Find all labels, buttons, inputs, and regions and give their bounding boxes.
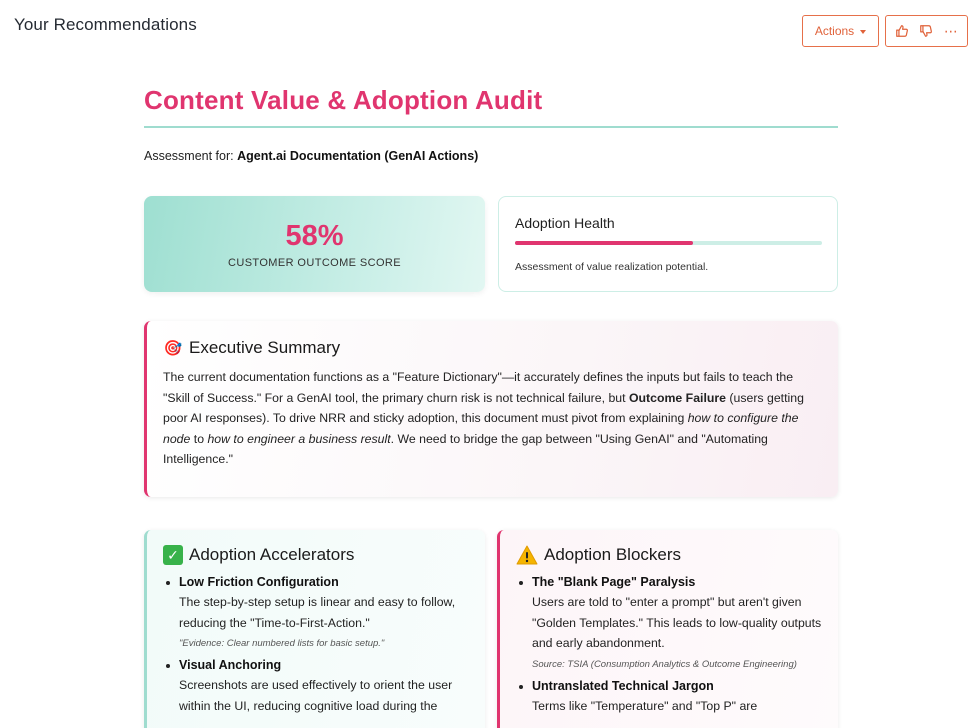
target-icon: 🎯 [163, 339, 183, 357]
adoption-accelerators-card [144, 530, 485, 728]
outcome-score-card [144, 196, 485, 292]
summary-bold-outcome-failure: Outcome Failure [628, 390, 726, 405]
actions-dropdown-button[interactable] [802, 15, 879, 47]
list-item-title: The "Blank Page" Paralysis [532, 575, 696, 589]
outcome-score-label: CUSTOMER OUTCOME SCORE [228, 257, 401, 269]
report-title: Content Value & Adoption Audit [144, 85, 543, 115]
outcome-score-value: 58% [285, 220, 344, 252]
title-divider [144, 126, 838, 128]
list-item-title: Visual Anchoring [179, 658, 282, 672]
blockers-list [516, 574, 824, 716]
thumbs-down-icon[interactable] [915, 20, 937, 42]
list-item-body: Screenshots are used effectively to orient the user within the UI, reducing cognitive load during the [179, 678, 453, 713]
check-mark-icon: ✓ [163, 545, 183, 565]
list-item-title: Low Friction Configuration [179, 575, 339, 589]
blockers-heading: Adoption Blockers [544, 545, 682, 564]
executive-summary-card [144, 321, 838, 497]
caret-down-icon [860, 30, 866, 34]
top-bar [0, 0, 979, 56]
feedback-button-group [885, 15, 968, 47]
list-item [163, 657, 471, 716]
summary-text-part: . We need to bridge the gap between "Using GenAI" and "Automating Intelligence." [163, 431, 768, 466]
list-item [163, 574, 471, 650]
list-item [516, 574, 824, 671]
accelerators-header [163, 545, 471, 565]
executive-summary-text [163, 367, 822, 470]
more-icon[interactable]: ⋯ [943, 23, 958, 39]
list-item-evidence: Source: TSIA (Consumption Analytics & Outcome Engineering) [532, 658, 797, 670]
summary-italic-engineer: how to engineer a business result [207, 431, 391, 446]
adoption-blockers-card [497, 530, 838, 728]
actions-button-label: Actions [814, 24, 855, 38]
list-item-body: Terms like "Temperature" and "Top P" are [532, 698, 758, 713]
accelerators-blockers-row [144, 530, 838, 728]
accelerators-heading: Adoption Accelerators [189, 545, 355, 564]
summary-text-part: (users getting poor AI responses). To drive NRR and sticky adoption, this document must pivot from explaining [163, 390, 804, 425]
adoption-health-description: Assessment of value realization potential. [515, 261, 709, 273]
blockers-header [516, 545, 824, 565]
adoption-health-title: Adoption Health [515, 215, 615, 231]
assessment-prefix: Assessment for: [144, 149, 238, 163]
list-item-body: Users are told to "enter a prompt" but aren't given "Golden Templates." This leads to low-quality outputs and early abandonment. [532, 595, 822, 650]
assessment-line [144, 149, 838, 163]
summary-text-part: to [190, 431, 208, 446]
accelerators-list [163, 574, 471, 716]
warning-icon [516, 545, 538, 565]
executive-summary-header [163, 338, 822, 358]
summary-text-part: The current documentation functions as a "Feature Dictionary"—it accurately defines the inputs but fails to teach the "Skill of Success." For a GenAI tool, the primary churn risk is not technical failure, but [163, 370, 794, 405]
summary-italic-configure: how to configure the node [163, 411, 799, 446]
list-item-title: Untranslated Technical Jargon [532, 678, 714, 693]
executive-summary-heading: Executive Summary [189, 338, 341, 357]
adoption-health-fill [515, 241, 693, 245]
thumbs-up-icon[interactable] [891, 20, 913, 42]
metrics-row [144, 196, 838, 292]
adoption-health-card [498, 196, 838, 292]
report-content [144, 80, 838, 728]
page-title: Your Recommendations [14, 15, 197, 34]
list-item-body: The step-by-step setup is linear and easy to follow, reducing the "Time-to-First-Action." [179, 595, 456, 630]
list-item-evidence: "Evidence: Clear numbered lists for basic setup." [179, 638, 385, 649]
list-item [516, 678, 824, 717]
adoption-health-bar [515, 241, 822, 245]
assessment-target: Agent.ai Documentation (GenAI Actions) [237, 149, 479, 163]
